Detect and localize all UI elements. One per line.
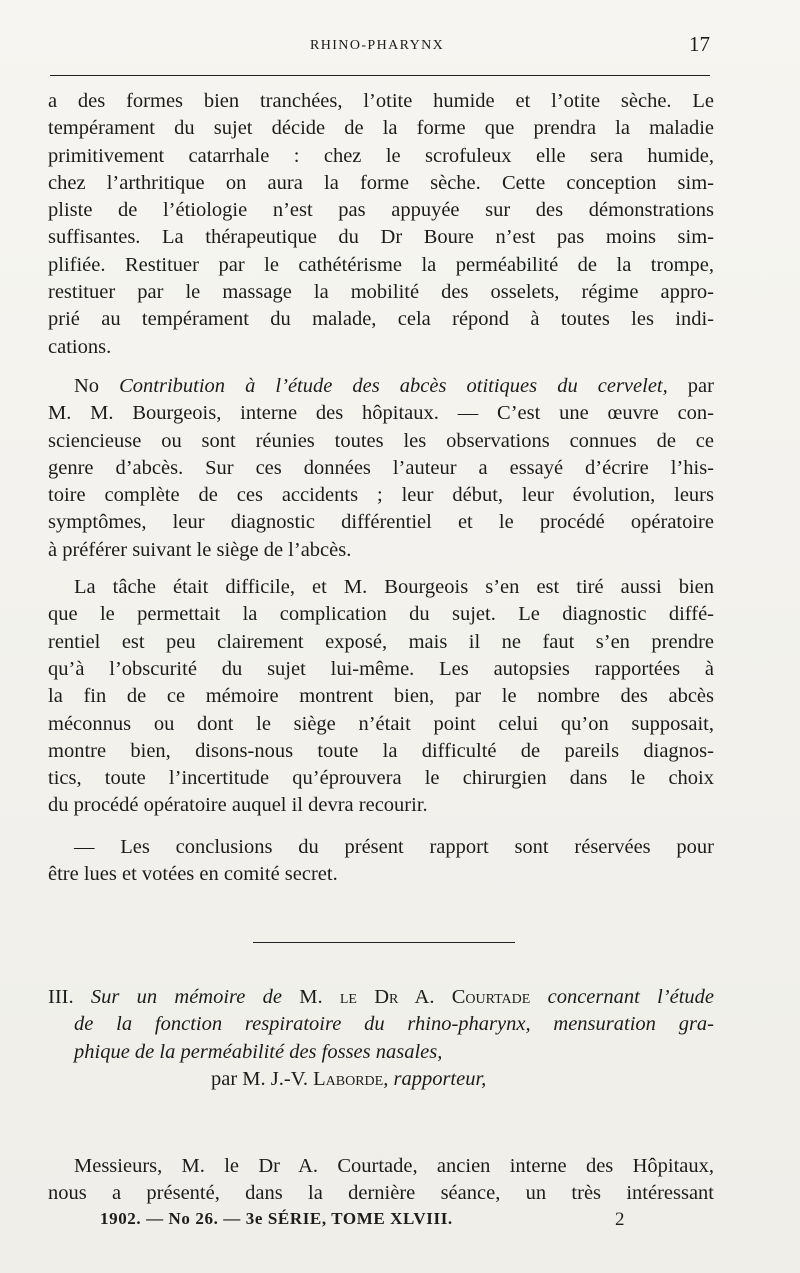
running-title: RHINO-PHARYNX bbox=[310, 38, 445, 53]
text-line: sciencieuse ou sont réunies toutes les observations connues de ce bbox=[48, 429, 714, 452]
text-line: restituer par le massage la mobilité des osselets, régime appro- bbox=[48, 281, 714, 304]
text-fragment: , rapporteur, bbox=[383, 1067, 487, 1090]
text-line: toire complète de ces accidents ; leur début, leur évolution, leurs bbox=[48, 484, 714, 507]
section-iii bbox=[48, 984, 714, 1093]
text-line bbox=[48, 373, 714, 400]
text-line: rentiel est peu clairement exposé, mais il ne faut s’en prendre bbox=[48, 630, 714, 653]
text-line: genre d’abcès. Sur ces données l’auteur a essayé d’écrire l’his- bbox=[48, 456, 714, 479]
author-name: M. le Dr A. Courtade bbox=[299, 986, 531, 1008]
text-line: prié au tempérament du malade, cela répond à toutes les indi- bbox=[48, 308, 714, 331]
section-numeral: III. bbox=[48, 986, 91, 1008]
text-line: plifiée. Restituer par le cathétérisme la perméabilité de la trompe, bbox=[48, 253, 714, 276]
text-line: Messieurs, M. le Dr A. Courtade, ancien interne des Hôpitaux, bbox=[74, 1155, 714, 1177]
text-line: nous a présenté, dans la dernière séance, un très intéressant bbox=[48, 1182, 714, 1205]
text-line: tempérament du sujet décide de la forme que prendra la maladie bbox=[48, 117, 714, 140]
text-line bbox=[48, 1011, 714, 1038]
paragraph-conclusions bbox=[48, 834, 714, 889]
text-line: La tâche était difficile, et M. Bourgeois s’en est tiré aussi bien bbox=[74, 576, 714, 599]
text-line: primitivement catarrhale : chez le scrofuleux elle sera humide, bbox=[48, 144, 714, 167]
page-number: 17 bbox=[689, 32, 710, 56]
closing-text bbox=[48, 1153, 714, 1208]
text-line: du procédé opératoire auquel il devra recourir. bbox=[48, 794, 428, 817]
paragraph-otite bbox=[48, 88, 714, 361]
text-line: que le permettait la complication du sujet. Le diagnostic diffé- bbox=[48, 603, 714, 626]
text-line: à préférer suivant le siège de l’abcès. bbox=[48, 538, 352, 561]
section-divider bbox=[253, 942, 515, 943]
text-fragment: phique de la perméabilité des fosses nasales, bbox=[74, 1040, 443, 1063]
text-fragment: de la fonction respiratoire du rhino-pharynx, mensuration gra- bbox=[74, 1013, 714, 1036]
paragraph-difficulty bbox=[48, 574, 714, 820]
text-fragment: concernant l’étude bbox=[530, 986, 715, 1008]
text-line: symptômes, leur diagnostic différentiel et le procédé opératoire bbox=[48, 511, 714, 534]
running-header bbox=[48, 34, 712, 58]
text-line: M. M. Bourgeois, interne des hôpitaux. — C’est une œuvre con- bbox=[48, 402, 714, 425]
body-text bbox=[48, 88, 714, 888]
sheet-number: 2 bbox=[615, 1209, 626, 1230]
text-line: être lues et votées en comité secret. bbox=[48, 863, 338, 886]
text-line: suffisantes. La thérapeutique du Dr Boure n’est pas moins sim- bbox=[48, 226, 714, 249]
text-fragment: Sur un mémoire de bbox=[90, 986, 300, 1008]
text-line: chez l’arthritique on aura la forme sèche. Cette conception sim- bbox=[48, 171, 714, 194]
text-line: montre bien, disons-nous toute la difficulté de pareils diagnos- bbox=[48, 739, 714, 762]
paragraph-bourgeois bbox=[48, 373, 714, 564]
header-rule bbox=[50, 75, 710, 76]
text-fragment: par M. J.-V. bbox=[211, 1067, 314, 1090]
reporter-name: Laborde bbox=[313, 1067, 384, 1090]
text-line: tics, toute l’incertitude qu’éprouvera le chirurgien dans le choix bbox=[48, 767, 714, 790]
text-fragment: par bbox=[667, 374, 714, 397]
section-heading bbox=[48, 984, 714, 1093]
text-line: cations. bbox=[48, 335, 112, 358]
signature-line bbox=[100, 1207, 660, 1233]
text-line: pliste de l’étiologie n’est pas appuyée sur des démonstrations bbox=[48, 199, 714, 222]
text-line: méconnus ou dont le siège n’était point celui qu’on supposait, bbox=[48, 712, 714, 735]
text-line: qu’à l’obscurité du sujet lui-même. Les autopsies rapportées à bbox=[48, 657, 714, 680]
text-line bbox=[48, 1039, 714, 1066]
text-line bbox=[48, 984, 714, 1011]
thesis-title: Contribution à l’étude des abcès otitiques du cervelet, bbox=[119, 374, 668, 397]
reporter-line bbox=[48, 1066, 714, 1093]
issue-info: 1902. — No 26. — 3e SÉRIE, TOME XLVIII. bbox=[100, 1209, 453, 1228]
text-line: a des formes bien tranchées, l’otite humide et l’otite sèche. Le bbox=[48, 90, 714, 112]
text-line: — Les conclusions du présent rapport sont réservées pour bbox=[74, 835, 714, 858]
text-line: la fin de ce mémoire montrent bien, par le nombre des abcès bbox=[48, 685, 714, 708]
number-prefix: No bbox=[74, 374, 120, 397]
